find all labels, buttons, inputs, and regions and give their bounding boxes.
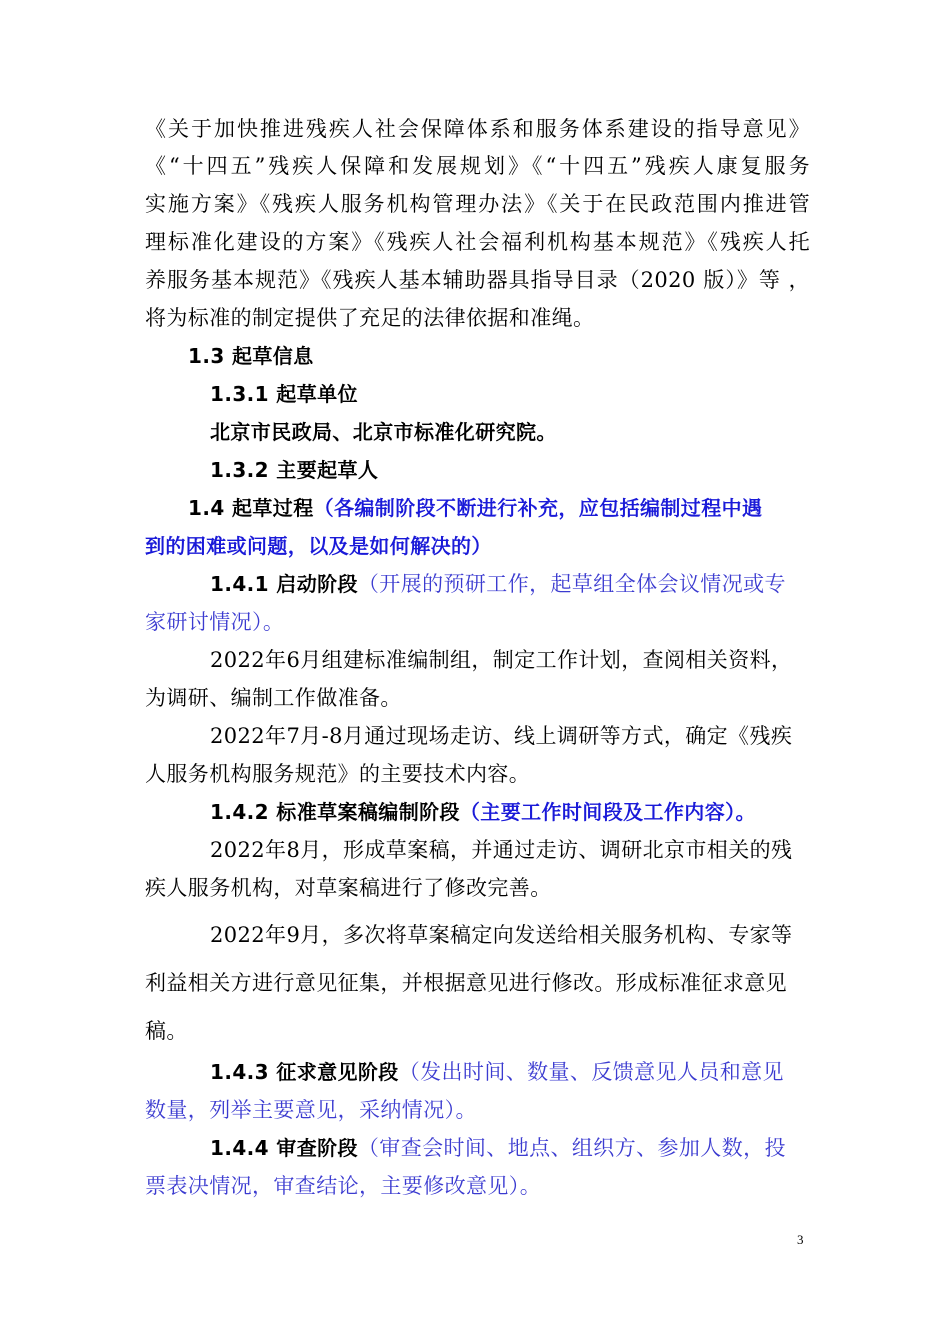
section-1-3-1-heading: 1.3.1 起草单位 [210,382,358,406]
section-1-4-1-note-cont: 家研讨情况）。 [145,610,285,634]
sep-paragraph-line-3: 稿。 [145,1019,188,1043]
section-1-4-3-heading: 1.4.3 征求意见阶段 [210,1060,399,1084]
sep-paragraph-line-2: 利益相关方进行意见征集，并根据意见进行修改。形成标准征求意见 [145,971,787,995]
section-1-4-heading: 1.4 起草过程 [188,496,314,520]
section-1-4-3-note-cont: 数量，列举主要意见，采纳情况）。 [145,1098,477,1122]
legal-basis-line-3: 实施方案》《残疾人服务机构管理办法》《关于在民政范围内推进管 [145,192,810,216]
section-1-4-1-heading-line [210,571,875,597]
legal-basis-line-2: 《“十四五”残疾人保障和发展规划》《“十四五”残疾人康复服务 [145,154,810,178]
legal-basis-line-6: 将为标准的制定提供了充足的法律依据和准绳。 [145,306,595,330]
section-1-4-1-note: （开展的预研工作，起草组全体会议情况或专 [357,572,786,596]
section-1-4-note: （各编制阶段不断进行补充，应包括编制过程中遇 [313,496,763,520]
section-1-4-2-heading: 1.4.2 标准草案稿编制阶段 [210,800,460,824]
section-1-4-2-note: （主要工作时间段及工作内容）。 [459,800,756,824]
section-1-4-note-cont: 到的困难或问题，以及是如何解决的） [145,534,492,558]
section-1-4-3-heading-line [210,1059,875,1085]
section-1-3-2-heading: 1.3.2 主要起草人 [210,458,379,482]
drafting-units: 北京市民政局、北京市标准化研究院。 [210,420,557,444]
section-1-3-heading: 1.3 起草信息 [188,344,314,368]
section-1-4-4-heading: 1.4.4 审查阶段 [210,1136,358,1160]
aug-paragraph-line-1: 2022年8月，形成草案稿，并通过走访、调研北京市相关的残 [210,838,793,862]
page-number: 3 [797,1232,804,1247]
section-1-4-1-heading: 1.4.1 启动阶段 [210,572,358,596]
section-1-4-heading-line [188,495,853,521]
legal-basis-line-1: 《关于加快推进残疾人社会保障体系和服务体系建设的指导意见》 [145,117,810,141]
aug-paragraph-line-2: 疾人服务机构，对草案稿进行了修改完善。 [145,876,552,900]
section-1-4-2-heading-line [210,799,875,825]
legal-basis-line-4: 理标准化建设的方案》《残疾人社会福利机构基本规范》《残疾人托 [145,230,810,254]
june-paragraph-line-2: 为调研、编制工作做准备。 [145,686,402,710]
june-paragraph-line-1: 2022年6月组建标准编制组，制定工作计划，查阅相关资料， [210,648,793,672]
july-aug-paragraph-line-1: 2022年7月-8月通过现场走访、线上调研等方式，确定《残疾 [210,724,793,748]
july-aug-paragraph-line-2: 人服务机构服务规范》的主要技术内容。 [145,762,531,786]
sep-paragraph-line-1: 2022年9月，多次将草案稿定向发送给相关服务机构、专家等 [210,923,793,947]
section-1-4-4-note-cont: 票表决情况，审查结论，主要修改意见）。 [145,1174,542,1198]
section-1-4-3-note: （发出时间、数量、反馈意见人员和意见 [398,1060,784,1084]
legal-basis-line-5: 养服务基本规范》《残疾人基本辅助器具指导目录（2020 版）》等 ， [145,268,810,292]
section-1-4-4-heading-line [210,1135,875,1161]
section-1-4-4-note: （审查会时间、地点、组织方、参加人数，投 [357,1136,786,1160]
